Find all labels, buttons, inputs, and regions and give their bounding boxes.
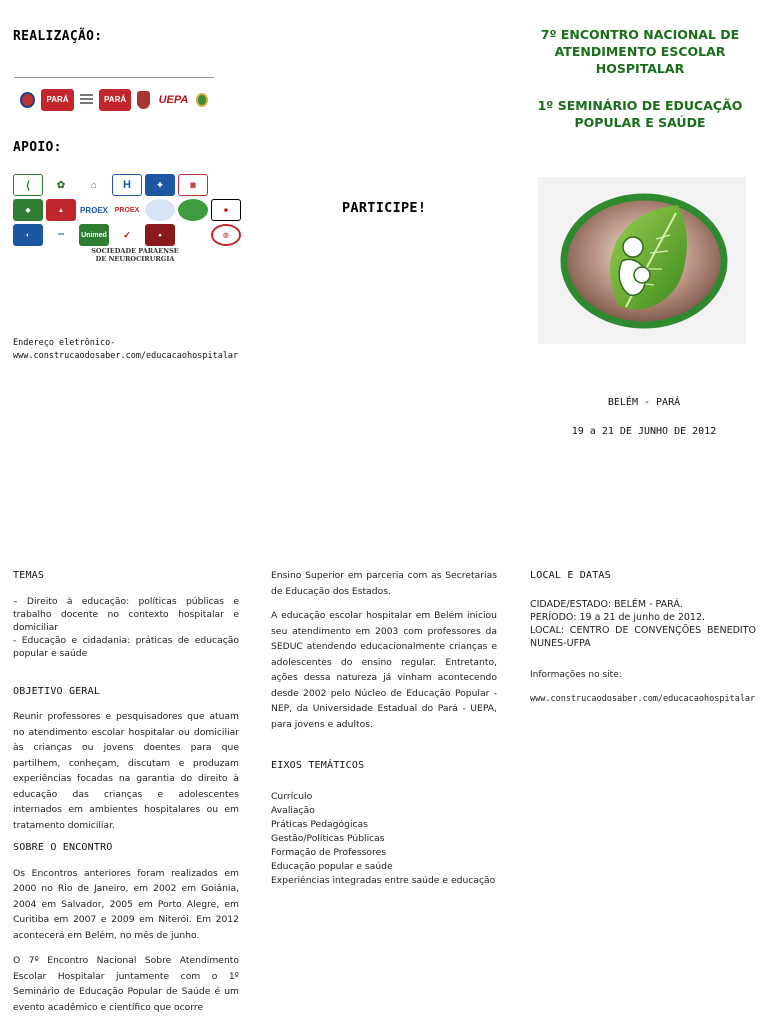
sobre-text-2: O 7º Encontro Nacional Sobre Atendimento Escolar Hospitalar juntamente com o 1º Seminário de Educação Popular de Saúde é um evento acadêmico e científico que ocorre [13, 955, 239, 1013]
seminar-title [520, 97, 760, 131]
apoio-logo-13: ■ [211, 199, 241, 221]
apoio-logo-5: ✚ [145, 174, 175, 196]
info-label: Informações no site: [530, 669, 622, 680]
event-title [520, 26, 760, 77]
apoio-logo-15: ≈≈ [46, 224, 76, 246]
eixos-item: Experiências integradas entre saúde e educação [271, 874, 496, 886]
apoio-logo-2: ✿ [46, 174, 76, 196]
apoio-logo-7 [211, 174, 241, 196]
apoio-logo-3: ⌂ [79, 174, 109, 196]
eixos-heading: EIXOS TEMÁTICOS [271, 760, 365, 771]
apoio-logo-14: ◐ [13, 224, 43, 246]
secretaria-text-logo [80, 94, 93, 106]
apoio-logo-12 [178, 199, 208, 221]
dates-label: 19 a 21 DE JUNHO DE 2012 [571, 426, 717, 437]
apoio-logo-6: ▦ [178, 174, 208, 196]
eixos-item: Práticas Pedagógicas [271, 818, 368, 830]
email-url[interactable]: www.construcaodosaber.com/educacaohospitalar [13, 351, 239, 361]
city-label: BELÉM - PARÁ [607, 397, 681, 408]
local-heading: LOCAL E DATAS [530, 570, 611, 581]
email-block [13, 337, 238, 363]
apoio-logo-18: ● [145, 224, 175, 246]
governo-para-logo: PARÁ [41, 89, 73, 111]
apoio-logo-11 [145, 199, 175, 221]
apoio-logo-9: ▲ [46, 199, 76, 221]
temas-item-2: - Educação e cidadania: práticas de educação popular e saúde [13, 634, 239, 659]
eixos-item: Currículo [271, 790, 313, 802]
apoio-logo-20: ◎ [211, 224, 241, 246]
event-title-line1: 7º ENCONTRO NACIONAL DE [540, 27, 740, 42]
apoio-logo-17: ✓ [112, 224, 142, 246]
eixos-item: Avaliação [271, 804, 315, 816]
round-seal-icon [196, 93, 208, 107]
leaf-logo-icon [538, 177, 746, 344]
state-seal-icon [20, 92, 35, 108]
event-title-line2: ATENDIMENTO ESCOLAR [554, 44, 726, 59]
info-url[interactable]: www.construcaodosaber.com/educacaohospitalar [530, 694, 756, 704]
apoio-logo-unimed: Unimed [79, 224, 109, 246]
periodo-line: PERÍODO: 19 a 21 de junho de 2012. [530, 611, 706, 623]
apoio-caption-line2: DE NEUROCIRURGIA [95, 255, 175, 263]
email-label: Endereço eletrônico- [13, 338, 116, 348]
column-1 [13, 568, 239, 1015]
realizacao-heading: REALIZAÇÃO: [13, 29, 103, 44]
apoio-logo-8: ◆ [13, 199, 43, 221]
governo-para-logo-2: PARÁ [99, 89, 131, 111]
col2-text-1: Ensino Superior em parceria com as Secretarias de Educação dos Estados. [271, 570, 497, 597]
event-title-line3: HOSPITALAR [595, 61, 685, 76]
apoio-logo-19 [178, 224, 208, 246]
apoio-caption-line1: SOCIEDADE PARAENSE [91, 247, 179, 255]
cidade-line: CIDADE/ESTADO: BELÉM - PARÁ. [530, 598, 683, 610]
coat-of-arms-icon [137, 91, 150, 109]
seminar-title-line2: POPULAR E SAÚDE [574, 115, 706, 130]
objetivo-text: Reunir professores e pesquisadores que atuam no atendimento escolar hospitalar ou domiciliar às crianças ou jovens doentes para que partilhem, conheçam, discutam e produzam experiências focadas na garantia do direito à educação das crianças e adolescentes internados em ambientes hospitalares ou em tratamento domiciliar. [13, 711, 239, 831]
sobre-text-1: Os Encontros anteriores foram realizados em 2000 no Rio de Janeiro, em 2002 em Goiânia, 2004 em Salvador, 2005 em Porto Alegre, em Curitiba em 2007 e 2009 em Niterói. Em 2012 acontecerá em Belém, no mês de junho. [13, 867, 239, 941]
eixos-item: Educação popular e saúde [271, 860, 393, 872]
apoio-logo-grid [13, 174, 241, 246]
col2-text-2: A educação escolar hospitalar em Belém iniciou seu atendimento em 2003 com professores da SEDUC atendendo educacionalmente crianças e adolescentes do ensino regular. Entretanto, ações dessa natureza já vinham acontecendo desde 2002 pelo Núcleo de Educação Popular - NEP, da Universidade Estadual do Pará - UEPA, para jovens e adultos. [271, 610, 497, 730]
temas-heading: TEMAS [13, 570, 45, 581]
apoio-logo-1: ⟨ [13, 174, 43, 196]
apoio-caption [80, 247, 190, 263]
apoio-logo-proex-1: PROEX [79, 199, 109, 221]
eixos-list [271, 790, 497, 888]
objetivo-heading: OBJETIVO GERAL [13, 685, 101, 697]
participe-heading: PARTICIPE! [342, 200, 427, 216]
uepa-logo: UEPA [156, 89, 190, 111]
column-2 [271, 568, 497, 888]
column-3 [530, 568, 756, 706]
seminar-title-line1: 1º SEMINÁRIO DE EDUCAÇÃO [537, 98, 743, 113]
eixos-item: Formação de Professores [271, 846, 387, 858]
apoio-heading: APOIO: [13, 140, 62, 155]
local-details [530, 598, 756, 650]
realizacao-logo-strip [14, 77, 214, 121]
sobre-heading: SOBRE O ENCONTRO [13, 842, 113, 853]
event-logo [538, 177, 746, 344]
eixos-item: Gestão/Políticas Públicas [271, 832, 385, 844]
apoio-logo-proex-2: PROEX [112, 199, 142, 221]
apoio-logo-4: H [112, 174, 142, 196]
local-line: LOCAL: CENTRO DE CONVENÇÕES BENEDITO NUNES-UFPA [530, 624, 756, 649]
temas-item-1: – Direito à educação: políticas públicas e trabalho docente no contexto hospitalar e domiciliar [13, 595, 239, 633]
